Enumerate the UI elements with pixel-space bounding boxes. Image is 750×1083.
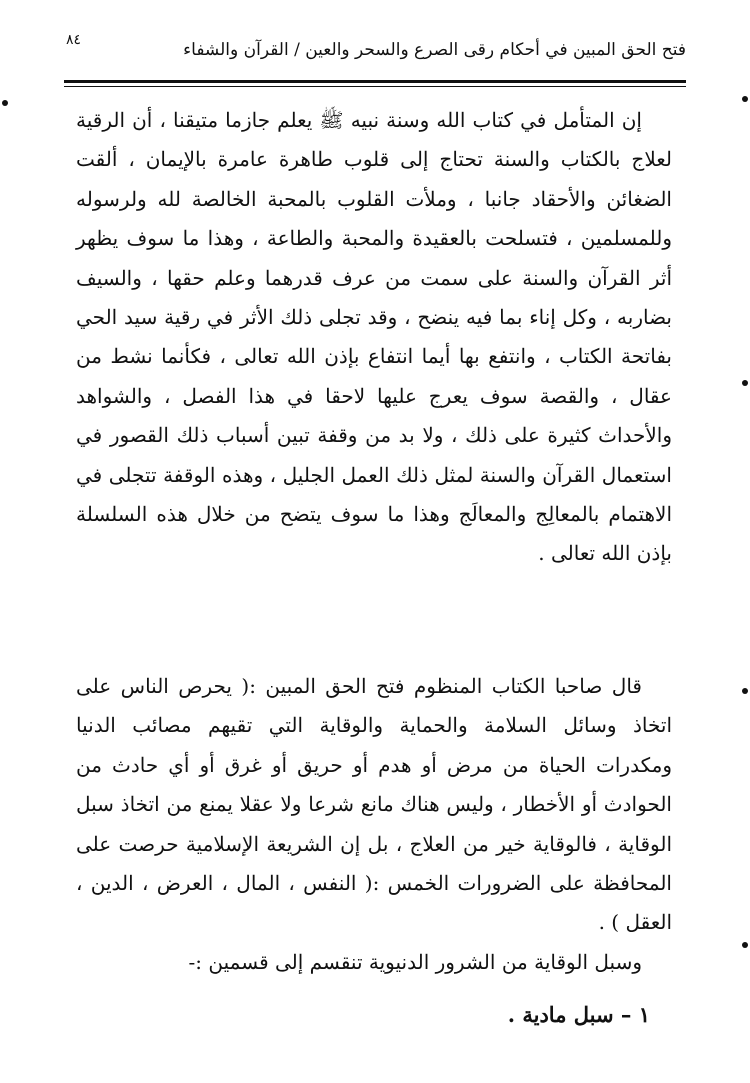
running-header — [64, 28, 686, 78]
margin-dot-icon — [742, 942, 748, 948]
page-number: ٨٤ — [66, 32, 82, 48]
body-paragraph-1: إن المتأمل في كتاب الله وسنة نبيه ﷺ يعلم جازما متيقنا ، أن الرقية لعلاج بالكتاب والسنة تحتاج إلى قلوب طاهرة عامرة بالإيمان ، ألقت الضغائن والأحقاد جانبا ، وملأت القلوب بالمحبة الخالصة لله ولرسوله وللمسلمين ، فتسلحت بالعقيدة والمحبة والطاعة ، وهذا ما سوف يظهر أثر القرآن والسنة على سمت من عرف قدرهما وعلم حقها ، والسيف بضاربه ، وكل إناء بما فيه ينضح ، وقد تجلى ذلك الأثر في رقية سيد الحي بفاتحة الكتاب ، وانتفع بها أيما انتفاع بإذن الله تعالى ، فكأنما نشط من عقال ، والقصة سوف يعرج عليها لاحقا في هذا الفصل ، والشواهد والأحداث كثيرة على ذلك ، ولا بد من وقفة تبين أسباب ذلك القصور في استعمال القرآن والسنة لمثل ذلك العمل الجليل ، وهذه الوقفة تتجلى في الاهتمام بالمعالِج والمعالَج وهذا ما سوف يتضح من خلال هذه السلسلة بإذن الله تعالى . — [76, 108, 672, 566]
margin-dot-icon — [742, 380, 748, 386]
margin-dot-icon — [2, 100, 8, 106]
body-paragraph-2: قال صاحبا الكتاب المنظوم فتح الحق المبين :( يحرص الناس على اتخاذ وسائل السلامة والحماية والوقاية التي تقيهم مصائب الدنيا ومكدرات الحياة من مرض أو هدم أو حريق أو غرق أو أي حادث من الحوادث أو الأخطار ، وليس هناك مانع شرعا ولا عقلا يمنع من اتخاذ سبل الوقاية ، فالوقاية خير من العلاج ، بل إن الشريعة الإسلامية حرصت على المحافظة على الضرورات الخمس :( النفس ، المال ، العرض ، الدين ، العقل ) . — [76, 674, 672, 935]
section-heading: ١ – سبل مادية . — [507, 1002, 650, 1027]
header-rule-thin — [64, 86, 686, 87]
margin-dot-icon — [742, 96, 748, 102]
body-line-3: وسبل الوقاية من الشرور الدنيوية تنقسم إلى قسمين :- — [188, 949, 642, 974]
body-paragraph-2-block — [76, 667, 672, 982]
header-rule-thick — [64, 80, 686, 83]
running-head-title: فتح الحق المبين في أحكام رقى الصرع والسحر والعين / القرآن والشفاء — [183, 40, 686, 60]
margin-dot-icon — [742, 688, 748, 694]
